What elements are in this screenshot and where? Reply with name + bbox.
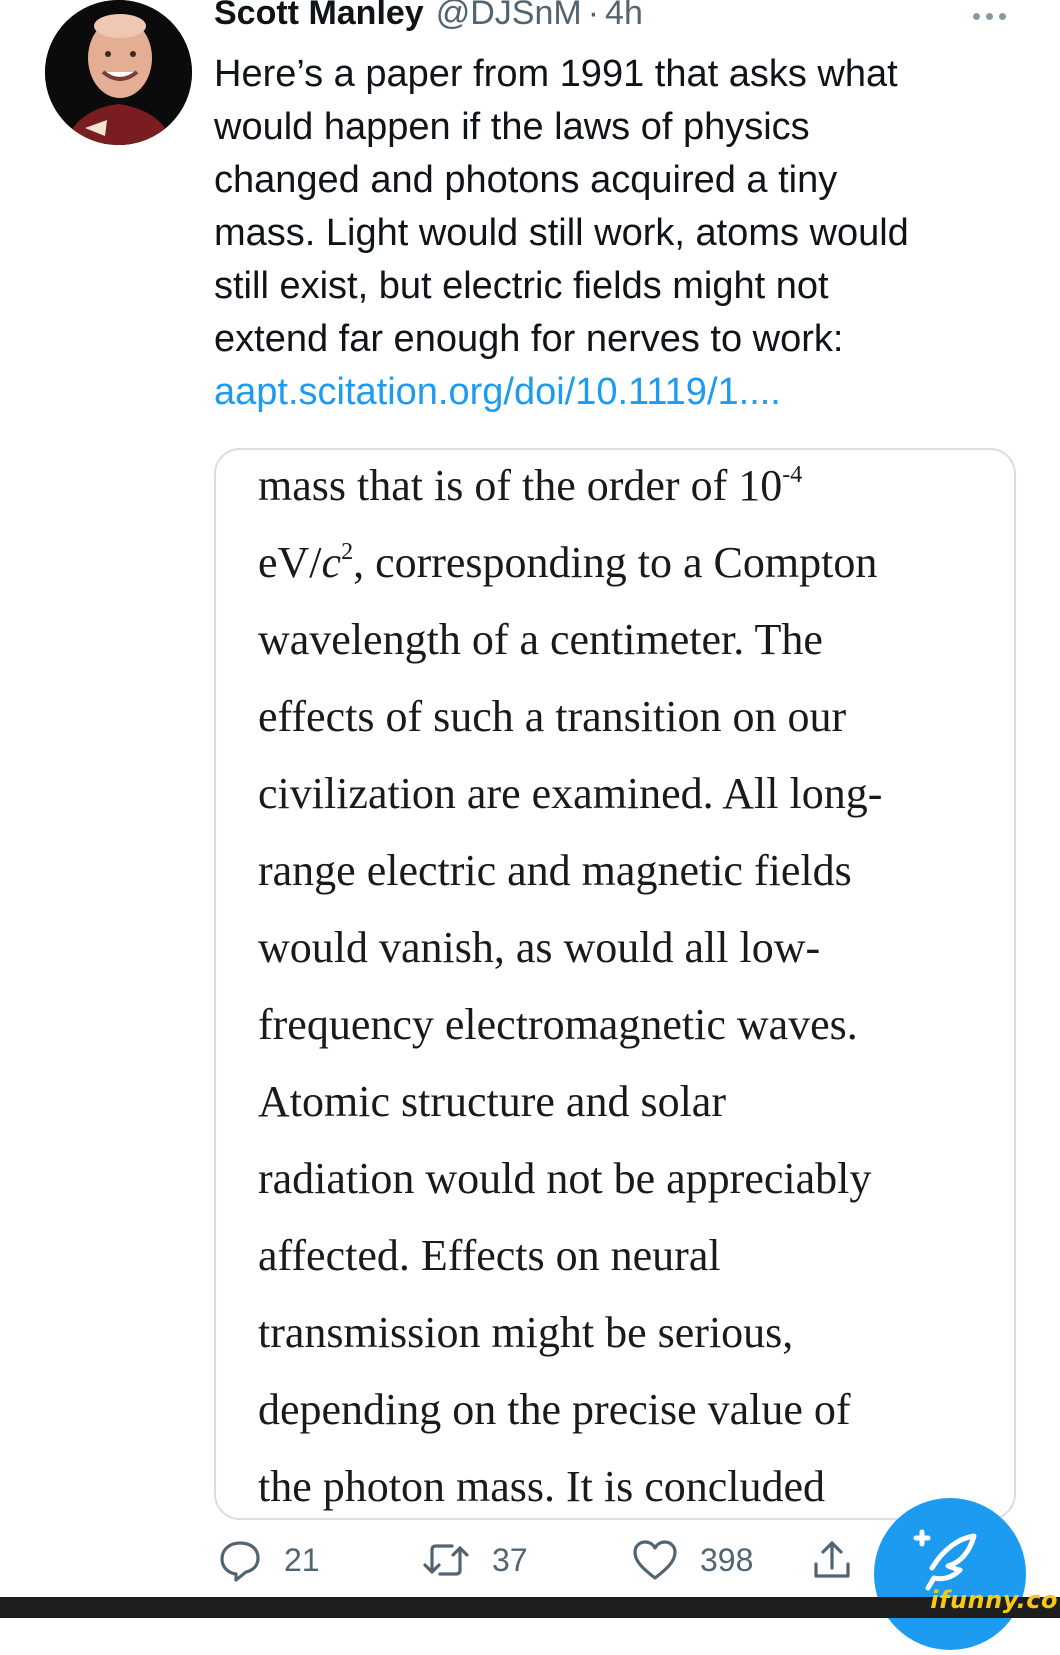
- exponent: -4: [782, 462, 803, 488]
- excerpt-line: affected. Effects on neural: [258, 1231, 721, 1280]
- attached-image[interactable]: [214, 448, 1016, 1520]
- excerpt-line: transmission might be serious,: [258, 1308, 794, 1357]
- more-icon[interactable]: [966, 6, 1012, 26]
- reply-icon: [218, 1538, 262, 1582]
- excerpt-line: [258, 524, 998, 601]
- tweet-text-line: changed and photons acquired a tiny: [214, 159, 838, 201]
- share-icon: [812, 1538, 852, 1582]
- ifunny-watermark: ifunny.co: [930, 1586, 1058, 1614]
- excerpt-line: depending on the precise value of: [258, 1385, 851, 1434]
- compose-button[interactable]: [874, 1498, 1026, 1650]
- tweet-actions: [214, 1530, 854, 1590]
- excerpt-line: [258, 448, 998, 524]
- excerpt-text: , corresponding to a Compton: [353, 538, 878, 587]
- time-separator: ·: [587, 0, 600, 32]
- excerpt-line: radiation would not be appreciably: [258, 1154, 872, 1203]
- paper-link[interactable]: aapt.scitation.org/doi/10.1119/1....: [214, 371, 781, 413]
- excerpt-line: the photon mass. It is concluded: [258, 1462, 826, 1511]
- tweet-text-line: still exist, but electric fields might not: [214, 265, 829, 307]
- speed-of-light-symbol: c: [321, 538, 342, 587]
- tweet-header: [214, 0, 974, 38]
- tweet-time[interactable]: 4h: [605, 0, 643, 32]
- compose-icon: [874, 1498, 1026, 1650]
- tweet-text: [214, 48, 1034, 419]
- watermark-bar: [0, 1597, 1060, 1618]
- tweet-text-line: mass. Light would still work, atoms would: [214, 212, 909, 254]
- tweet-text-line: would happen if the laws of physics: [214, 106, 810, 148]
- reply-button[interactable]: [218, 1530, 320, 1590]
- excerpt-line: would vanish, as would all low-: [258, 923, 821, 972]
- reply-count: 21: [284, 1541, 320, 1578]
- avatar-photo: [45, 0, 192, 145]
- retweet-icon: [422, 1538, 470, 1582]
- retweet-button[interactable]: [422, 1530, 528, 1590]
- exponent: 2: [341, 539, 354, 565]
- author-handle[interactable]: @DJSnM: [435, 0, 582, 32]
- like-button[interactable]: [632, 1530, 753, 1590]
- excerpt-text: eV/: [258, 538, 322, 587]
- excerpt-text: mass that is of the order of 10: [258, 461, 783, 510]
- excerpt-line: range electric and magnetic fields: [258, 846, 852, 895]
- tweet-text-line: Here’s a paper from 1991 that asks what: [214, 53, 898, 95]
- excerpt-line: effects of such a transition on our: [258, 692, 847, 741]
- paper-excerpt: [258, 448, 998, 1520]
- excerpt-line: frequency electromagnetic waves.: [258, 1000, 858, 1049]
- excerpt-line: Atomic structure and solar: [258, 1077, 726, 1126]
- like-count: 398: [700, 1541, 754, 1578]
- excerpt-line: wavelength of a centimeter. The: [258, 615, 823, 664]
- tweet-text-line: extend far enough for nerves to work:: [214, 318, 844, 360]
- share-button[interactable]: [812, 1530, 852, 1590]
- like-icon: [632, 1539, 678, 1581]
- avatar[interactable]: [45, 0, 192, 145]
- author-name[interactable]: Scott Manley: [214, 0, 424, 32]
- retweet-count: 37: [492, 1541, 528, 1578]
- excerpt-line: civilization are examined. All long-: [258, 769, 883, 818]
